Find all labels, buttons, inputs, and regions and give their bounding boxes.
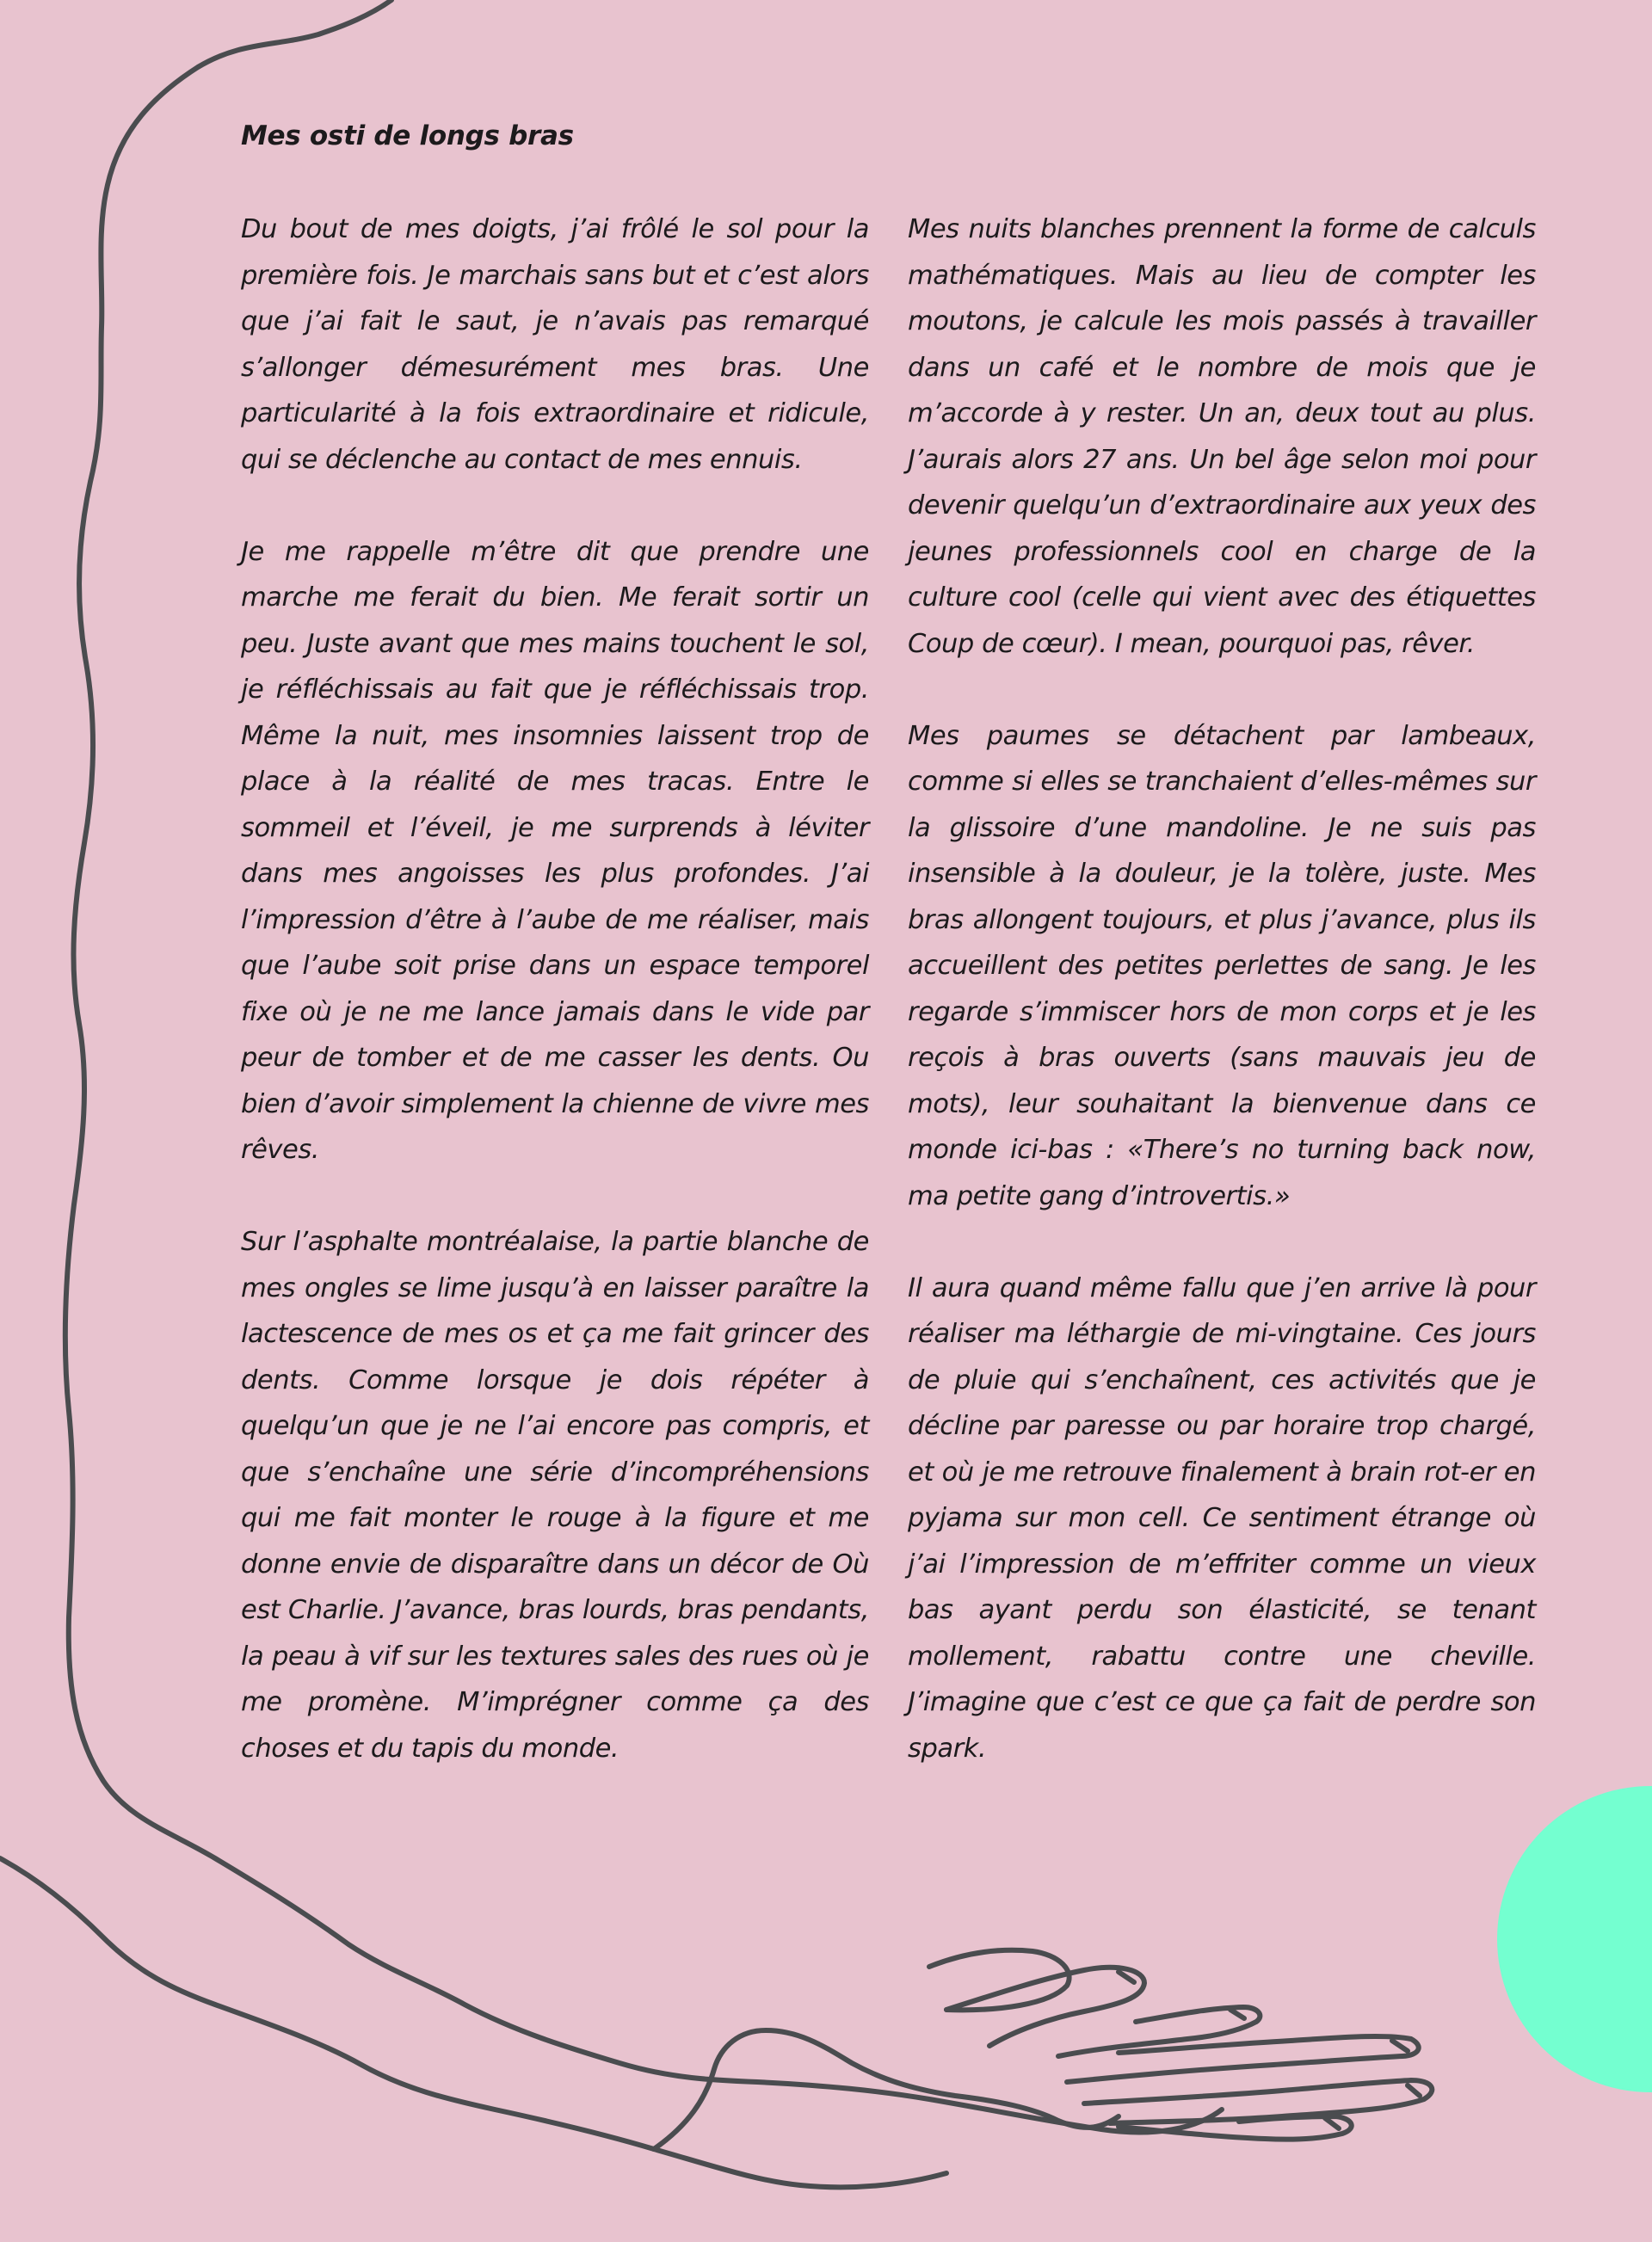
paragraph: Sur l’asphalte montréalaise, la partie blanche de mes ongles se lime jusqu’à en laisser paraître la lactescence de mes os et ça me fait grincer des dents. Comme lorsque je dois répéter à quelqu’un que je ne l’ai encore pas compris, et que s’enchaîne une série d’incompréhensions qui me fait monter le rouge à la figure et me donne envie de disparaître dans un décor de Où est Charlie. J’avance, bras lourds, bras pendants, la peau à vif sur les textures sales des rues où je me promène. M’imprégner comme ça des choses et du tapis du monde. [241,1227,869,1764]
article-title: Mes osti de longs bras [241,120,574,151]
finger-thumb [946,1968,1144,2046]
paragraph: Mes nuits blanches prennent la forme de calculs mathématiques. Mais au lieu de compter les moutons, je calcule les mois passés à travailler dans un café et le nombre de mois que je m’accorde à y rester. Un an, deux tout au plus. J’aurais alors 27 ans. Un bel âge selon moi pour devenir quelqu’un d’extraordinaire aux yeux des jeunes professionnels cool en charge de la culture cool (celle qui vient avec des étiquettes Coup de cœur). I mean, pourquoi pas, rêver. [908,214,1536,659]
arm-outline-inner [0,1858,946,2187]
left-column [241,206,869,1771]
palm-outline [654,2030,1119,2149]
right-column [908,206,1536,1771]
finger-middle [1067,2036,1419,2082]
finger-ring [1084,2080,1432,2123]
accent-circle [1497,1786,1652,2092]
paragraph: Du bout de mes doigts, j’ai frôlé le sol pour la première fois. Je marchais sans but et c’est alors que j’ai fait le saut, je n’avais pas remarqué s’allonger démesurément mes bras. Une particularité à la fois extraordinaire et ridicule, qui se déclenche au contact de mes ennuis. [241,214,869,475]
paragraph: Je me rappelle m’être dit que prendre une marche me ferait du bien. Me ferait sortir un peu. Juste avant que mes mains touchent le sol, je réfléchissais au fait que je réfléchissais trop. Même la nuit, mes insomnies laissent trop de place à la réalité de mes tracas. Entre le sommeil et l’éveil, je me surprends à léviter dans mes angoisses les plus profondes. J’ai l’impression d’être à l’aube de me réaliser, mais que l’aube soit prise dans un espace temporel fixe où je ne me lance jamais dans le vide par peur de tomber et de me casser les dents. Ou bien d’avoir simplement la chienne de vivre mes rêves. [241,536,869,1165]
paragraph: Il aura quand même fallu que j’en arrive là pour réaliser ma léthargie de mi-vingtaine. Ces jours de pluie qui s’enchaînent, ces activités que je décline par paresse ou par horaire trop chargé, et où je me retrouve finalement à brain rot-er en pyjama sur mon cell. Ce sentiment étrange où j’ai l’impression de m’effriter comme un vieux bas ayant perdu son élasticité, se tenant mollement, rabattu contre une cheville. J’imagine que c’est ce que ça fait de perdre son spark. [908,1272,1536,1764]
paragraph: Mes paumes se détachent par lambeaux, comme si elles se tranchaient d’elles-mêmes sur la glissoire d’une mandoline. Je ne suis pas insensible à la douleur, je la tolère, juste. Mes bras allongent toujours, et plus j’avance, plus ils accueillent des petites perlettes de sang. Je les regarde s’immiscer hors de mon corps et je les reçois à bras ouverts (sans mauvais jeu de mots), leur souhaitant la bienvenue dans ce monde ici-bas : «There’s no turning back now, ma petite gang d’introvertis.» [908,720,1536,1211]
